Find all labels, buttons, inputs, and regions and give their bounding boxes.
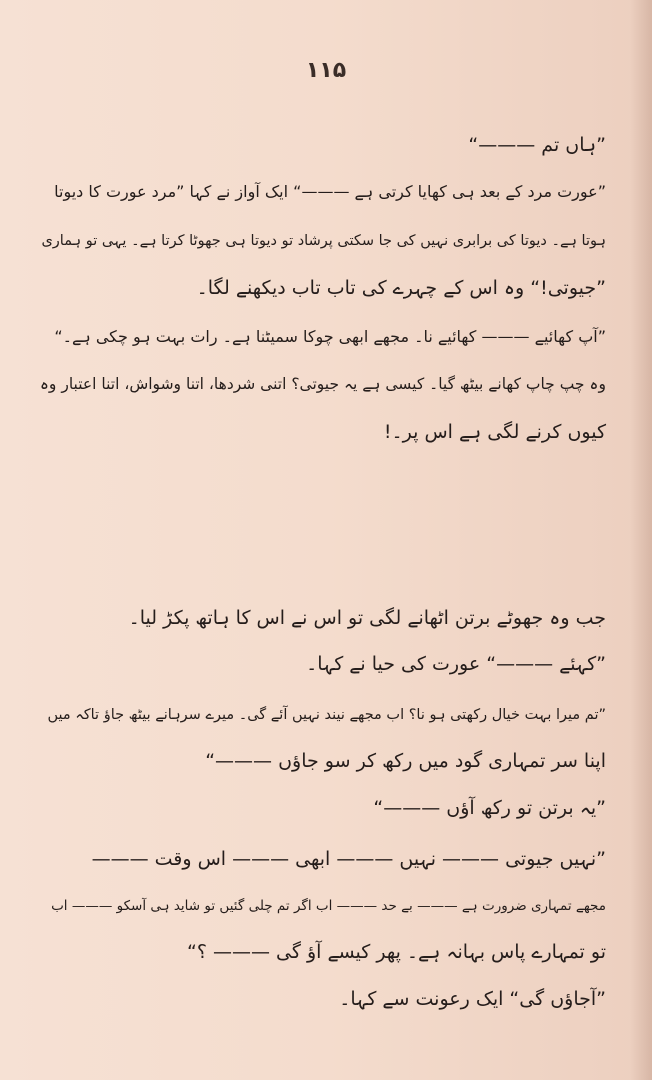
text-line: ہوتا ہے۔ دیوتا کی برابری نہیں کی جا سکتی پرشاد تو دیوتا ہی جھوٹا کرتا ہے۔ یہی تو ہماری — [41, 233, 606, 249]
text-line: ”نہیں جیوتی ——— نہیں ——— ابھی ——— اس وقت ——— — [91, 848, 606, 870]
text-line: تو تمہارے پاس بہانہ ہے۔ پھر کیسے آؤ گی ——— ؟“ — [187, 941, 606, 963]
text-line: کیوں کرنے لگی ہے اس پر۔! — [383, 421, 606, 443]
text-line: ”آپ کھائیے ——— کھائیے نا۔ مجھے ابھی چوکا سمیٹنا ہے۔ رات بہت ہو چکی ہے۔“ — [54, 327, 606, 346]
page-edge-shadow — [630, 0, 652, 1080]
text-line: اپنا سر تمہاری گود میں رکھ کر سو جاؤں ———“ — [205, 750, 606, 772]
text-line: وہ چپ چاپ کھانے بیٹھ گیا۔ کیسی ہے یہ جیوتی؟ اتنی شردھا، اتنا وشواش، اتنا اعتبار وہ — [39, 375, 606, 393]
text-line: ”عورت مرد کے بعد ہی کھایا کرتی ہے ———“ ایک آواز نے کہا ”مرد عورت کا دیوتا — [54, 182, 606, 201]
text-line: ”کہئے ———“ عورت کی حیا نے کہا۔ — [306, 653, 606, 675]
page-number: ۱۱۵ — [305, 58, 347, 83]
text-line: ”یہ برتن تو رکھ آؤں ———“ — [373, 797, 606, 819]
text-line: جب وہ جھوٹے برتن اٹھانے لگی تو اس نے اس کا ہاتھ پکڑ لیا۔ — [128, 607, 606, 629]
text-line: ”آجاؤں گی“ ایک رعونت سے کہا۔ — [339, 988, 606, 1010]
text-line: ”جیوتی!“ وہ اس کے چہرے کی تاب تاب دیکھنے لگا۔ — [196, 277, 606, 299]
text-line: ”تم میرا بہت خیال رکھتی ہو نا؟ اب مجھے نیند نہیں آئے گی۔ میرے سرہانے بیٹھ جاؤ تاکہ میں — [47, 707, 606, 723]
text-line: مجھے تمہاری ضرورت ہے ——— بے حد ——— اب اگر تم چلی گئیں تو شاید ہی آسکو ——— اب — [51, 898, 606, 914]
text-line: ”ہاں تم ———“ — [468, 134, 606, 156]
